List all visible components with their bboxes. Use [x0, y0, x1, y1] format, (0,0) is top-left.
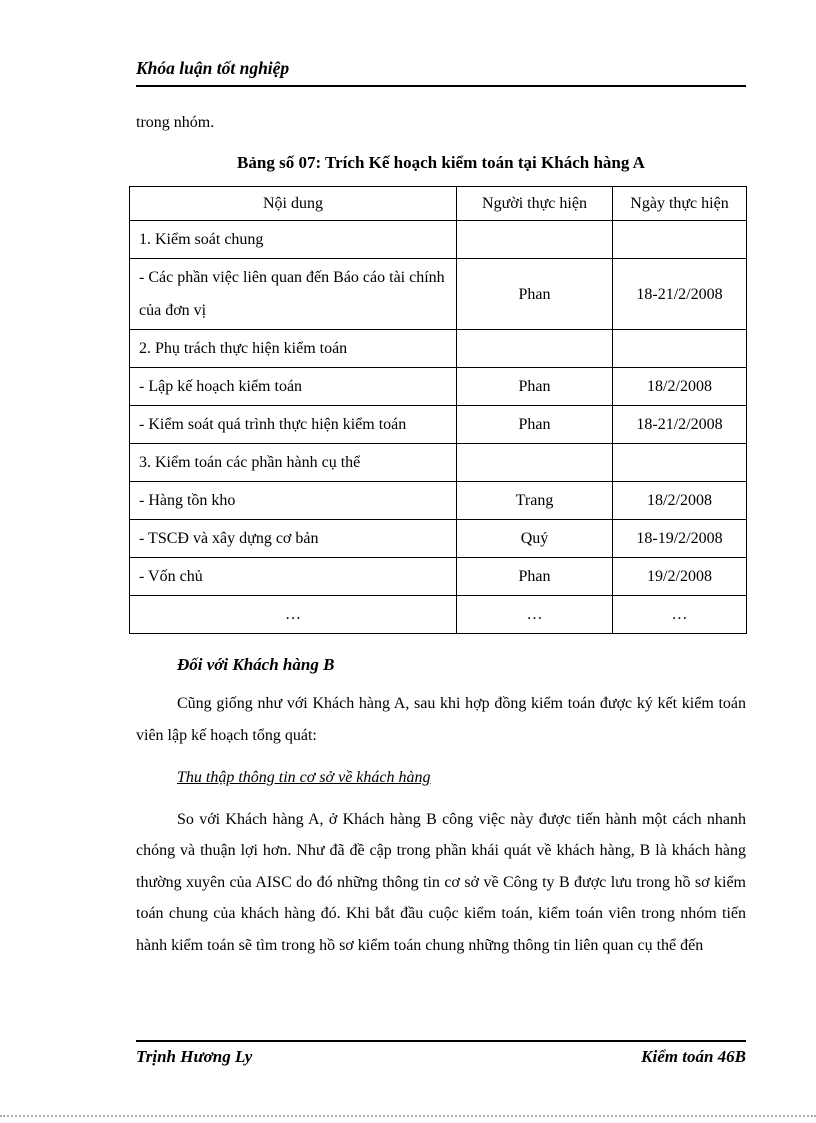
- table-cell: …: [130, 596, 457, 634]
- table-cell: [457, 444, 613, 482]
- page-bottom-dotted-line: [0, 1115, 816, 1117]
- table-row: [130, 596, 747, 634]
- table-cell: 2. Phụ trách thực hiện kiểm toán: [130, 330, 457, 368]
- table-cell: [613, 444, 747, 482]
- table-row: [130, 221, 747, 259]
- table-cell: - Hàng tồn kho: [130, 482, 457, 520]
- table-cell: 18-21/2/2008: [613, 259, 747, 330]
- table-cell: 18/2/2008: [613, 368, 747, 406]
- table-row: [130, 406, 747, 444]
- table-cell: - Vốn chủ: [130, 558, 457, 596]
- table-header-row: [130, 187, 747, 221]
- table-cell: [613, 221, 747, 259]
- table-cell: [457, 330, 613, 368]
- paragraph-1: Cũng giống như với Khách hàng A, sau khi hợp đồng kiểm toán được ký kết kiểm toán viên lập kế hoạch tổng quát:: [136, 695, 746, 744]
- table-cell: Phan: [457, 368, 613, 406]
- table-cell: …: [613, 596, 747, 634]
- table-row: [130, 259, 747, 330]
- table-cell: [613, 330, 747, 368]
- column-header-ngay-thuc-hien: Ngày thực hiện: [613, 187, 747, 221]
- section-heading-khach-hang-b: Đối với Khách hàng B: [177, 655, 335, 674]
- subsection-heading-thu-thap-thong-tin: Thu thập thông tin cơ sở về khách hàng: [177, 769, 431, 786]
- page-content: [136, 0, 746, 961]
- running-header-title: Khóa luận tốt nghiệp: [136, 58, 290, 78]
- table-caption: Bảng số 07: Trích Kế hoạch kiểm toán tại Khách hàng A: [237, 153, 645, 172]
- table-cell: 3. Kiểm toán các phần hành cụ thể: [130, 444, 457, 482]
- table-cell: …: [457, 596, 613, 634]
- table-row: [130, 558, 747, 596]
- table-cell: Trang: [457, 482, 613, 520]
- table-row: [130, 520, 747, 558]
- table-cell: 18/2/2008: [613, 482, 747, 520]
- table-cell: Phan: [457, 259, 613, 330]
- column-header-noi-dung: Nội dung: [130, 187, 457, 221]
- table-cell: - Các phần việc liên quan đến Báo cáo tài chính của đơn vị: [130, 259, 457, 330]
- running-header: [136, 56, 746, 87]
- table-cell: - Kiểm soát quá trình thực hiện kiểm toán: [130, 406, 457, 444]
- page-footer: [136, 1040, 746, 1069]
- table-cell: Phan: [457, 558, 613, 596]
- table-cell: [457, 221, 613, 259]
- footer-class: Kiểm toán 46B: [641, 1047, 746, 1066]
- table-cell: 18-19/2/2008: [613, 520, 747, 558]
- column-header-nguoi-thuc-hien: Người thực hiện: [457, 187, 613, 221]
- footer-author: Trịnh Hương Ly: [136, 1047, 253, 1066]
- table-row: [130, 482, 747, 520]
- intro-line: trong nhóm.: [136, 114, 215, 131]
- table-cell: Phan: [457, 406, 613, 444]
- table-row: [130, 368, 747, 406]
- table-body: [130, 221, 747, 634]
- table-cell: 18-21/2/2008: [613, 406, 747, 444]
- table-cell: - TSCĐ và xây dựng cơ bản: [130, 520, 457, 558]
- table-row: [130, 330, 747, 368]
- table-cell: 19/2/2008: [613, 558, 747, 596]
- table-cell: 1. Kiểm soát chung: [130, 221, 457, 259]
- table-cell: - Lập kế hoạch kiểm toán: [130, 368, 457, 406]
- table-row: [130, 444, 747, 482]
- audit-plan-table: [129, 186, 747, 634]
- paragraph-2: So với Khách hàng A, ở Khách hàng B công việc này được tiến hành một cách nhanh chóng và thuận lợi hơn. Như đã đề cập trong phần khái quát về khách hàng, B là khách hàng thường xuyên của AISC do đó những thông tin cơ sở về Công ty B được lưu trong hồ sơ kiểm toán chung của khách hàng đó. Khi bắt đầu cuộc kiểm toán, kiểm toán viên trong nhóm tiến hành kiểm toán sẽ tìm trong hồ sơ kiểm toán chung những thông tin liên quan cụ thể đến: [136, 810, 746, 954]
- table-cell: Quý: [457, 520, 613, 558]
